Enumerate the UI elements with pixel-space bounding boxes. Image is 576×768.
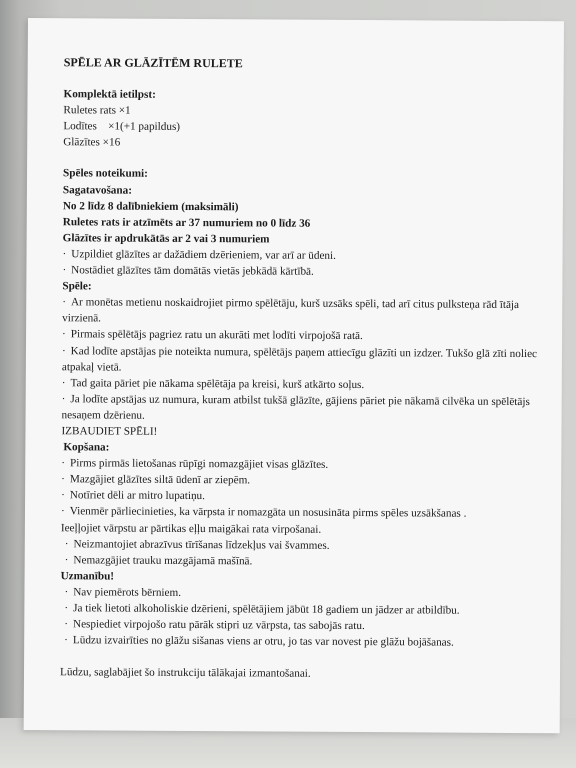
list-item: · Nostādiet glāzītes tām domātās vietās jebkādā kārtībā.	[62, 262, 548, 281]
instruction-sheet	[24, 18, 564, 733]
list-item: · Nemazgājiet trauku mazgājamā mašīnā.	[61, 552, 547, 571]
list-item: · Ja tiek lietoti alkoholiskie dzērieni, spēlētājiem jābūt 18 gadiem un jādzer ar atbildību.	[60, 600, 546, 619]
care-heading: Kopšana:	[63, 441, 110, 454]
list-item: · Nav piemērots bērniem.	[60, 584, 546, 603]
warning-list	[60, 584, 546, 651]
game-list	[62, 294, 549, 426]
list-item: · Pirms pirmās lietošanas rūpīgi nomazgājiet visas glāzītes.	[61, 455, 547, 474]
care-list	[61, 455, 547, 522]
list-item: · Mazgājiet glāzītes siltā ūdenī ar ziepēm.	[61, 471, 547, 490]
prep-line: Ruletes rats ir atzīmēts ar 37 numuriem no 0 līdz 36	[62, 215, 311, 230]
kit-item: Ruletes rats ×1	[63, 104, 131, 117]
care-plain-line: Ieeļļojiet vārpstu ar pārtikas eļļu maigākai rata virpošanai.	[60, 521, 322, 536]
kit-heading: Komplektā ietilpst:	[63, 88, 156, 101]
list-item: · Tad gaita pāriet pie nākama spēlētāja pa kreisi, kurš atkārto soļus.	[62, 375, 548, 394]
doc-title: SPĒLE AR GLĀZĪTĒM RULETE	[63, 55, 243, 71]
list-item: · Lūdzu izvairīties no glāžu sišanas viens ar otru, jo tas var novest pie glāžu bojāšanas.	[60, 632, 546, 651]
list-item: · Vienmēr pārliecinieties, ka vārpsta ir nomazgāta un nosusināta pirms spēles uzsākšanas .	[61, 504, 547, 523]
rules-heading: Spēles noteikumi:	[63, 167, 148, 181]
instruction-text	[60, 54, 550, 683]
prep-list	[62, 246, 548, 281]
kit-item: Glāzītes ×16	[63, 136, 121, 149]
care-list-2	[61, 536, 547, 571]
prep-line: Glāzītes ir apdrukātās ar 2 vai 3 numuriem	[62, 232, 270, 246]
list-item: · Kad lodīte apstājas pie noteikta numura, spēlētājs paņem attiecīgu glāzīti un izdzer. Tukšo glā zīti noliec atpakaļ vietā.	[62, 343, 548, 378]
list-item: · Uzpildiet glāzītes ar dažādiem dzērieniem, var arī ar ūdeni.	[63, 246, 549, 265]
list-item: · Ja lodīte apstājas uz numura, kuram atbilst tukšā glāzīte, gājiens pāriet pie nākamā cilvēka un spēlētājs nesaņem dzērienu.	[62, 391, 548, 426]
list-item: · Ar monētas metienu noskaidrojiet pirmo spēlētāju, kurš uzsāks spēli, tad arī citus pulksteņa rād ītāja virzienā.	[62, 294, 548, 329]
footer-note: Lūdzu, saglabājiet šo instrukciju tālākajai izmantošanai.	[59, 666, 311, 681]
prep-line: No 2 līdz 8 dalībniekiem (maksimāli)	[62, 199, 239, 213]
list-item: · Nespiediet virpojošo ratu pārāk stipri uz vārpsta, tas sabojās ratu.	[60, 616, 546, 635]
list-item: · Notīriet dēli ar mitro lupatiņu.	[61, 488, 547, 507]
enjoy-text: IZBAUDIET SPĒLI!	[61, 425, 158, 438]
kit-item: Lodītes ×1(+1 papildus)	[63, 120, 181, 134]
warning-heading: Uzmanību!	[60, 570, 115, 583]
list-item: · Neizmantojiet abrazīvus tīrīšanas līdzekļus vai švammes.	[61, 536, 547, 555]
list-item: · Pirmais spēlētājs pagriez ratu un akurāti met lodīti virpojošā ratā.	[62, 327, 548, 346]
game-heading: Spēle:	[62, 280, 92, 293]
prep-heading: Sagatavošana:	[62, 183, 132, 197]
